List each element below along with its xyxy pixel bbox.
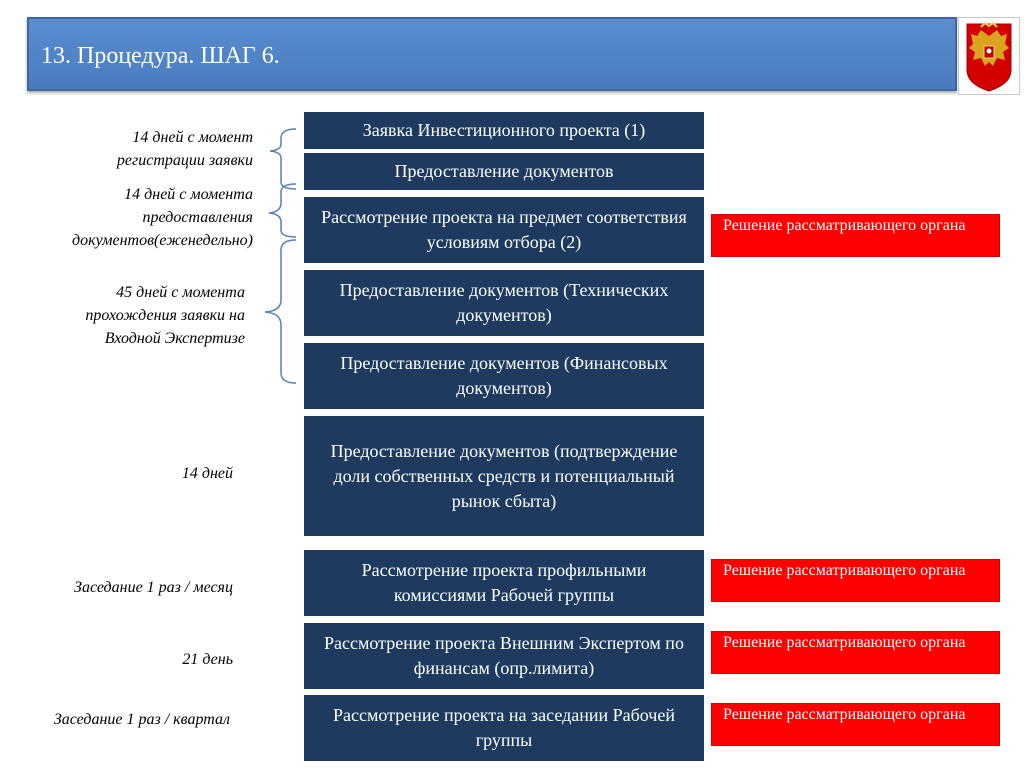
note-14-days: 14 дней [181, 465, 233, 482]
decision-box-selection: Решение рассматривающего органа [711, 214, 1000, 257]
step-technical-documents [304, 270, 704, 336]
step-label: Заявка Инвестиционного проекта (1) [362, 120, 646, 140]
step-label: Предоставление документов (подтверждение доли собственных средств и потенциальный рынок сбыта) [330, 440, 678, 511]
step-commission-review [304, 550, 704, 616]
step-own-funds-documents [304, 416, 704, 536]
step-label: Рассмотрение проекта Внешним Экспертом по финансам (опр.лимита) [324, 633, 684, 678]
step-selection-review [304, 197, 704, 263]
step-investment-application [304, 112, 704, 149]
decision-box-commission: Решение рассматривающего органа [711, 559, 1000, 602]
russian-coat-of-arms-icon [958, 17, 1020, 95]
step-external-expert-review [304, 623, 704, 689]
step-label: Предоставление документов (Финансовых документов) [340, 353, 668, 398]
note-documents-14-days: 14 дней с момента предоставления документов(еженедельно) [72, 186, 253, 249]
step-financial-documents [304, 343, 704, 409]
note-expertise-45-days: 45 дней с момента прохождения заявки на Входной Экспертизе [85, 284, 245, 347]
step-documents-submission [304, 153, 704, 190]
slide-title: 13. Процедура. ШАГ 6. [41, 43, 280, 69]
bracket-expertise [265, 240, 296, 383]
note-21-days: 21 день [182, 651, 233, 668]
bracket-registration [270, 129, 296, 189]
note-registration-14-days: 14 дней с момент регистрации заявки [116, 129, 253, 169]
step-working-group-meeting [304, 695, 704, 761]
decision-box-expert: Решение рассматривающего органа [711, 631, 1000, 674]
step-label: Рассмотрение проекта профильными комиссиями Рабочей группы [361, 560, 647, 605]
step-label: Предоставление документов [394, 161, 614, 181]
step-label: Рассмотрение проекта на предмет соответствия условиям отбора (2) [321, 207, 687, 252]
timeline-brackets [0, 0, 320, 400]
note-monthly-meeting: Заседание 1 раз / месяц [74, 579, 233, 596]
note-quarterly-meeting: Заседание 1 раз / квартал [53, 711, 230, 728]
step-label: Предоставление документов (Технических документов) [339, 280, 669, 325]
bracket-documents [269, 184, 296, 237]
decision-box-working-group: Решение рассматривающего органа [711, 703, 1000, 746]
step-label: Рассмотрение проекта на заседании Рабочей группы [333, 705, 675, 750]
